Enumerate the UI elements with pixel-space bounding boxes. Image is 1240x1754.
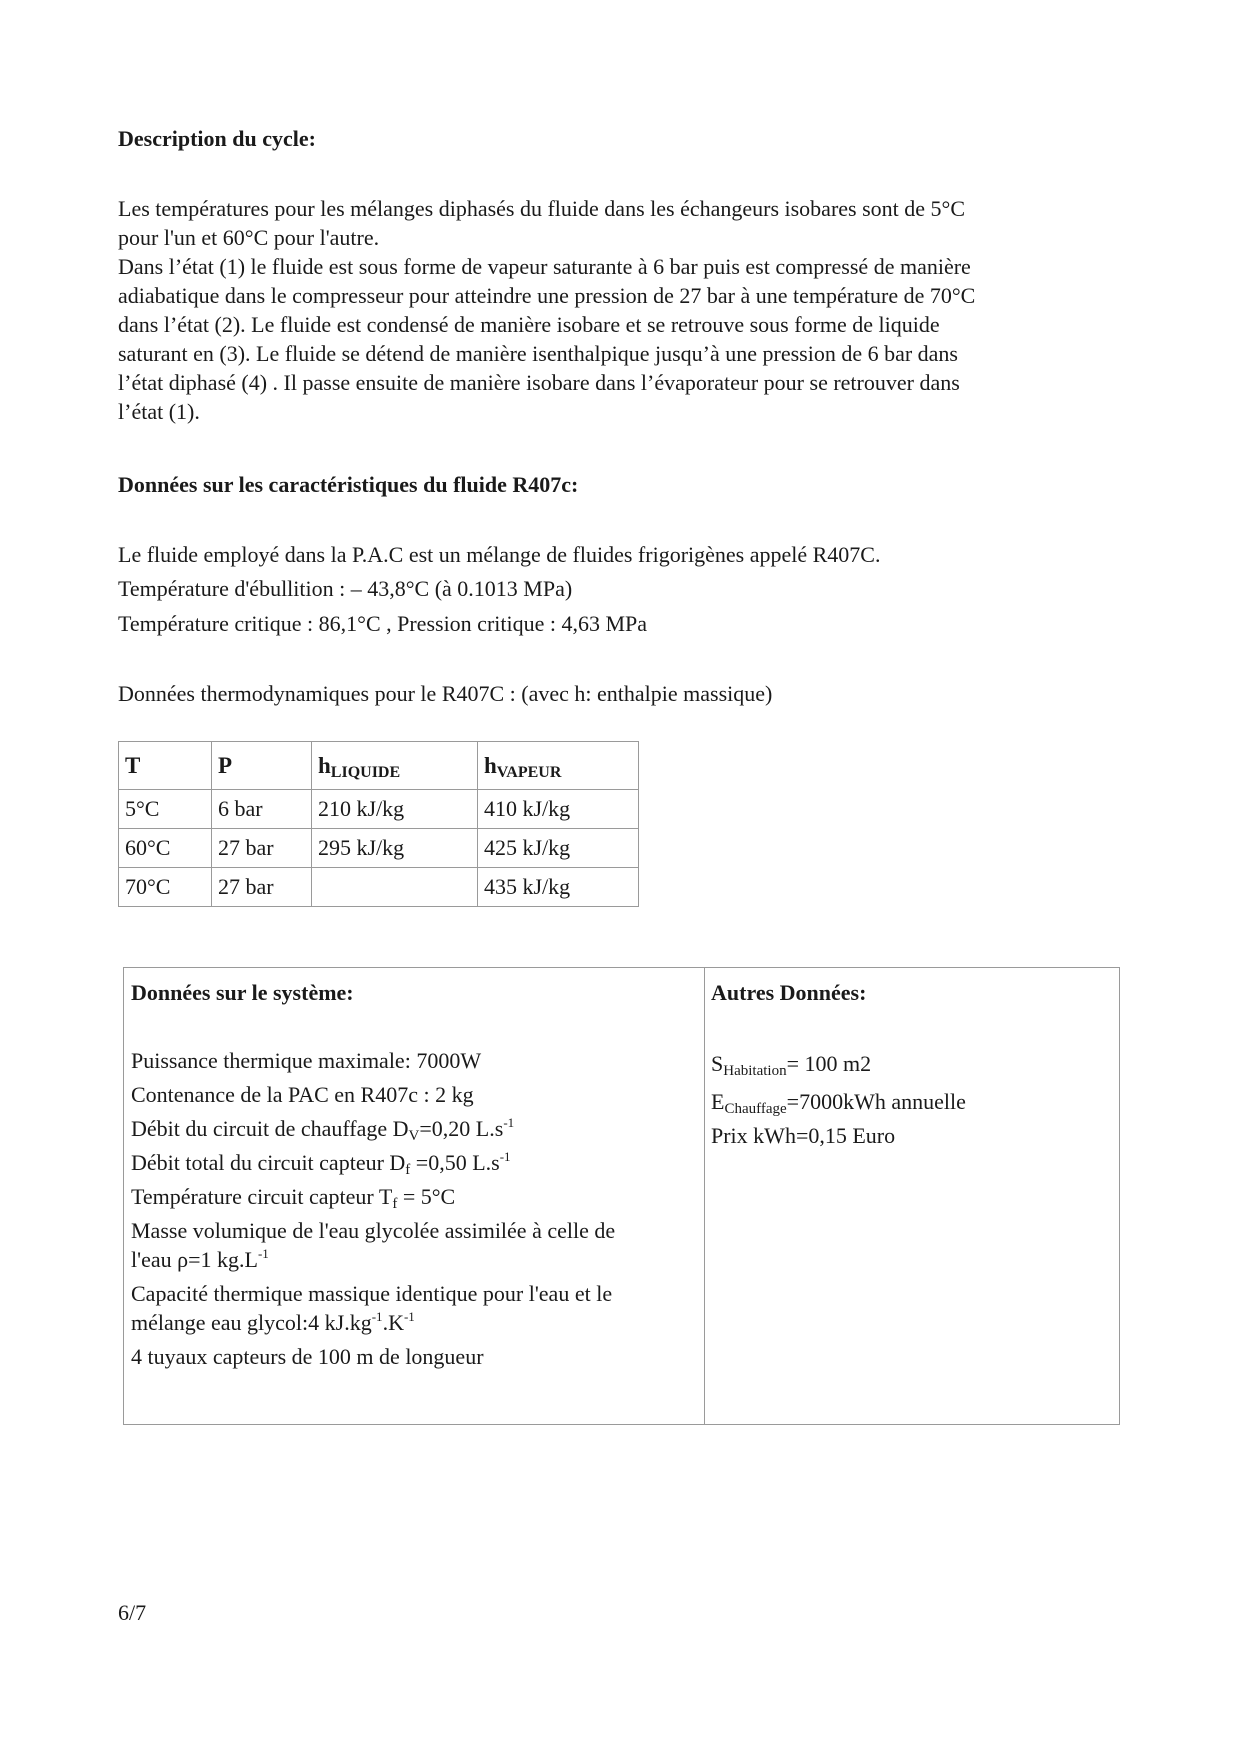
page-number: 6/7 [118, 1600, 147, 1625]
cell-t: 60°C [119, 829, 212, 868]
other-data-column [711, 978, 1111, 1150]
text-line: saturant en (3). Le fluide se détend de manière isenthalpique jusqu’à une pression de 6 bar dans [118, 341, 958, 366]
kwh-price: Prix kWh=0,15 Euro [711, 1123, 896, 1148]
table-row [119, 790, 639, 829]
cell-p: 6 bar [212, 790, 312, 829]
collector-pipes: 4 tuyaux capteurs de 100 m de longueur [131, 1344, 484, 1369]
system-column [131, 978, 697, 1371]
cell-h-vapeur: 410 kJ/kg [478, 790, 639, 829]
thermo-table [118, 741, 639, 907]
header-t: T [119, 742, 212, 790]
surface: $S_{Habitation}= 100$ m2 [711, 1051, 872, 1079]
collector-flow: Débit total du circuit capteur $D_f =0,50$ $L.s^{-1}$ [131, 1149, 511, 1178]
cell-p: 27 bar [212, 829, 312, 868]
fluid-heading: Données sur les caractéristiques du fluide R407c: [118, 472, 579, 497]
cell-p: 27 bar [212, 868, 312, 907]
text-line: Dans l’état (1) le fluide est sous forme de vapeur saturante à 6 bar puis est compressé de manière [118, 254, 971, 279]
cycle-heading: Description du cycle: [118, 126, 316, 151]
system-data-box [123, 967, 1120, 1425]
fluid-description: Le fluide employé dans la P.A.C est un mélange de fluides frigorigènes appelé R407C. [118, 542, 881, 567]
header-h-vapeur: $h_{VAPEUR}$ [478, 742, 639, 790]
cell-h-vapeur: 425 kJ/kg [478, 829, 639, 868]
header-p: P [212, 742, 312, 790]
collector-temperature: Température circuit capteur $T_f = 5^\circ C$ [131, 1184, 456, 1212]
cell-t: 5°C [119, 790, 212, 829]
cell-h-liquide: 295 kJ/kg [312, 829, 478, 868]
cycle-paragraph-2 [118, 252, 975, 426]
density: Masse volumique de l'eau glycolée assimilée à celle de l'eau ρ=1 $kg.L^{-1}$ [131, 1218, 616, 1272]
text-line: l’état diphasé (4) . Il passe ensuite de manière isobare dans l’évaporateur pour se retrouver dans [118, 370, 960, 395]
heating-flow: Débit du circuit de chauffage $D_V=0,20$ $L.s^{-1}$ [131, 1115, 515, 1144]
cell-h-liquide: 210 kJ/kg [312, 790, 478, 829]
cell-t: 70°C [119, 868, 212, 907]
text-line: dans l’état (2). Le fluide est condensé de manière isobare et se retrouve sous forme de liquide [118, 312, 940, 337]
heating-energy: $E_{Chauffage}=7000kWh$ annuelle [711, 1089, 966, 1117]
capacity: Contenance de la PAC en R407c : 2 kg [131, 1082, 474, 1107]
table-header-row [119, 742, 639, 790]
header-h-liquide: $h_{LIQUIDE}$ [312, 742, 478, 790]
cell-h-vapeur: 435 kJ/kg [478, 868, 639, 907]
cycle-paragraph-1 [118, 194, 965, 252]
cell-h-liquide [312, 868, 478, 907]
thermo-intro: Données thermodynamiques pour le R407C : (avec h: enthalpie massique) [118, 681, 773, 706]
table-row [119, 829, 639, 868]
column-divider [704, 968, 705, 1424]
text-line: l’état (1). [118, 399, 200, 424]
boiling-temperature: Température d'ébullition : – 43,8°C (à 0.1013 MPa) [118, 576, 573, 601]
text-line: Les températures pour les mélanges diphasés du fluide dans les échangeurs isobares sont de 5°C [118, 196, 966, 221]
max-power: Puissance thermique maximale: 7000W [131, 1048, 482, 1073]
other-heading: Autres Données: [711, 980, 867, 1005]
critical-values: Température critique : 86,1°C , Pression critique : 4,63 MPa [118, 611, 648, 636]
system-heading: Données sur le système: [131, 980, 354, 1005]
text-line: adiabatique dans le compresseur pour atteindre une pression de 27 bar à une température de 70°C [118, 283, 976, 308]
text-line: pour l'un et 60°C pour l'autre. [118, 225, 380, 250]
heat-capacity: Capacité thermique massique identique pour l'eau et le mélange eau glycol:4 $kJ.kg^{-1}.K^{-1}$ [131, 1281, 613, 1335]
table-row [119, 868, 639, 907]
